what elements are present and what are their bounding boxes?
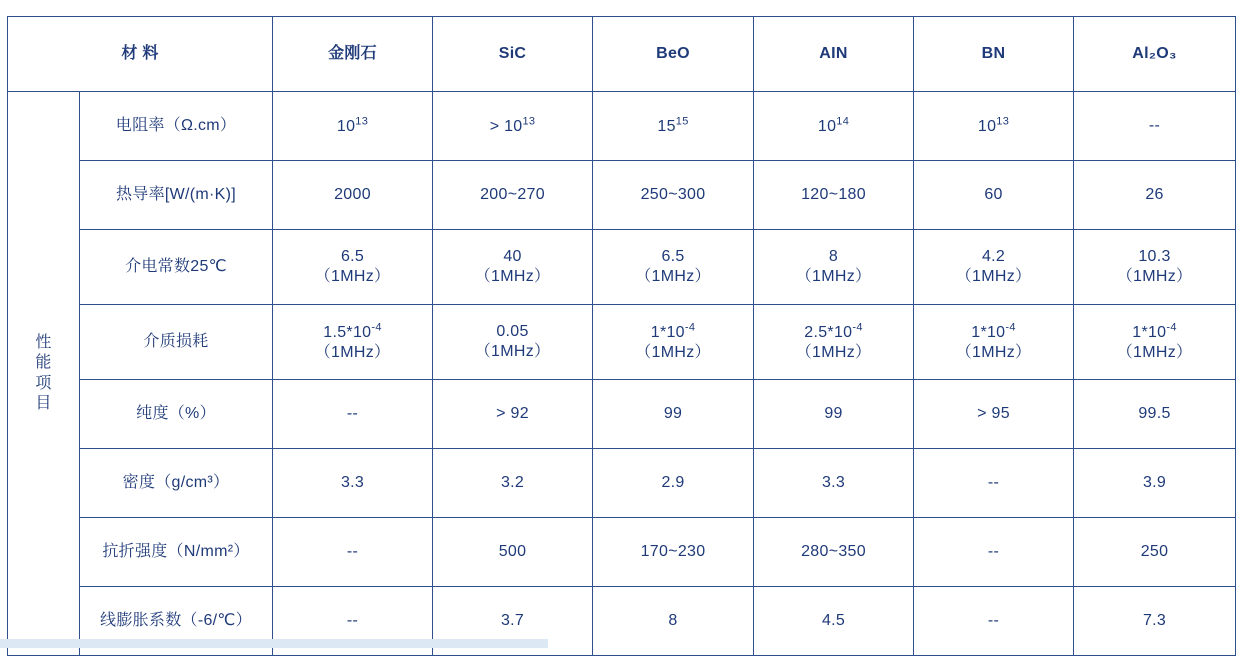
cell-value: -- bbox=[346, 542, 359, 560]
cell-value: $1*10^{-4}$ bbox=[650, 321, 696, 341]
row-label: 电阻率（Ω.cm） bbox=[80, 92, 273, 161]
row-label: 介电常数25℃ bbox=[80, 230, 273, 305]
table-cell bbox=[433, 92, 593, 161]
cell-value: -- bbox=[987, 542, 1000, 560]
cell-exponent: 13 bbox=[355, 115, 369, 128]
table-row bbox=[8, 161, 1236, 230]
cell-value: 3.2 bbox=[500, 473, 525, 491]
cell-exponent: -4 bbox=[371, 321, 382, 334]
table-cell bbox=[273, 449, 433, 518]
table-row bbox=[8, 305, 1236, 380]
table-cell bbox=[593, 587, 754, 656]
cell-value: 3.7 bbox=[500, 611, 525, 629]
table-cell bbox=[433, 449, 593, 518]
table-cell bbox=[593, 230, 754, 305]
cell-subvalue: （1MHz） bbox=[635, 344, 711, 362]
table-cell bbox=[593, 92, 754, 161]
table-cell bbox=[914, 518, 1074, 587]
cell-value: -- bbox=[346, 611, 359, 629]
header-column-beo: BeO bbox=[593, 17, 754, 92]
cell-value: 2000 bbox=[334, 185, 371, 203]
table-cell bbox=[593, 305, 754, 380]
cell-value: $15^{15}$ bbox=[657, 115, 689, 135]
table-cell bbox=[754, 161, 914, 230]
table-header-row bbox=[8, 17, 1236, 92]
cell-value: 6.5 bbox=[661, 247, 685, 265]
table-cell bbox=[914, 587, 1074, 656]
cell-value: > 95 bbox=[977, 404, 1010, 422]
table-cell bbox=[914, 380, 1074, 449]
table-row bbox=[8, 380, 1236, 449]
cell-value: -- bbox=[346, 404, 359, 422]
cell-value: -- bbox=[1148, 116, 1161, 134]
table-cell bbox=[754, 449, 914, 518]
cell-value: 2.9 bbox=[661, 473, 685, 491]
table-cell bbox=[593, 380, 754, 449]
table-cell bbox=[433, 380, 593, 449]
row-group-label bbox=[8, 92, 80, 656]
table-cell bbox=[754, 305, 914, 380]
cell-value: 250 bbox=[1140, 542, 1169, 560]
table-cell bbox=[1074, 449, 1236, 518]
table-cell bbox=[273, 380, 433, 449]
cell-value: 500 bbox=[498, 542, 527, 560]
table-cell bbox=[433, 518, 593, 587]
cell-value: 8 bbox=[668, 611, 678, 629]
table-cell bbox=[914, 92, 1074, 161]
table-cell bbox=[273, 92, 433, 161]
cell-exponent: 13 bbox=[996, 115, 1010, 128]
cell-subvalue: （1MHz） bbox=[314, 344, 391, 362]
table-cell bbox=[1074, 230, 1236, 305]
cell-value: 99 bbox=[663, 404, 683, 422]
row-label: 介质损耗 bbox=[80, 305, 273, 380]
row-label: 热导率[W/(m·K)] bbox=[80, 161, 273, 230]
cell-value: 3.3 bbox=[340, 473, 365, 491]
cell-subvalue: （1MHz） bbox=[635, 268, 711, 285]
table-cell bbox=[914, 449, 1074, 518]
row-label: 线膨胀系数（-6/℃） bbox=[80, 587, 273, 656]
cell-value: 3.9 bbox=[1142, 473, 1167, 491]
table-cell bbox=[914, 161, 1074, 230]
cell-value: $10^{14}$ bbox=[817, 115, 850, 135]
cell-value: 7.3 bbox=[1142, 611, 1167, 629]
row-label: 密度（g/cm³） bbox=[80, 449, 273, 518]
cell-value: $1*10^{-4}$ bbox=[1132, 321, 1177, 341]
cell-value: $2.5*10^{-4}$ bbox=[804, 321, 863, 341]
cell-value: 26 bbox=[1145, 185, 1164, 203]
table-cell bbox=[1074, 305, 1236, 380]
cell-subvalue: （1MHz） bbox=[955, 344, 1032, 362]
header-column-ain: AIN bbox=[754, 17, 914, 92]
table-row bbox=[8, 518, 1236, 587]
header-column-sic: SiC bbox=[433, 17, 593, 92]
cell-value: 8 bbox=[828, 247, 839, 265]
table-cell bbox=[1074, 380, 1236, 449]
table-cell bbox=[433, 161, 593, 230]
table-cell bbox=[1074, 92, 1236, 161]
cell-subvalue: （1MHz） bbox=[314, 268, 391, 285]
cell-subvalue: （1MHz） bbox=[795, 344, 872, 362]
table-row bbox=[8, 92, 1236, 161]
table-row bbox=[8, 449, 1236, 518]
cell-exponent: -4 bbox=[1005, 321, 1016, 334]
cell-subvalue: （1MHz） bbox=[795, 268, 872, 285]
cell-subvalue: （1MHz） bbox=[1116, 344, 1193, 362]
cell-value: 3.3 bbox=[821, 473, 846, 491]
table-cell bbox=[914, 230, 1074, 305]
cell-exponent: -4 bbox=[1166, 321, 1177, 334]
header-column-al-o-: Al₂O₃ bbox=[1074, 17, 1236, 92]
cell-subvalue: （1MHz） bbox=[1116, 268, 1193, 285]
table-cell bbox=[1074, 161, 1236, 230]
footer-accent-bar bbox=[0, 639, 548, 648]
table-cell bbox=[433, 305, 593, 380]
cell-exponent: -4 bbox=[852, 321, 863, 334]
row-group-label-char: 性 bbox=[35, 333, 52, 351]
cell-value: 99.5 bbox=[1138, 404, 1171, 422]
table-cell bbox=[433, 230, 593, 305]
header-column--: 金刚石 bbox=[273, 17, 433, 92]
table-cell bbox=[273, 518, 433, 587]
cell-value: 200~270 bbox=[480, 185, 545, 203]
cell-value: 6.5 bbox=[340, 247, 365, 265]
cell-value: 4.2 bbox=[981, 247, 1006, 265]
cell-value: 170~230 bbox=[640, 542, 706, 560]
cell-value: 40 bbox=[503, 247, 522, 265]
cell-value: 280~350 bbox=[801, 542, 866, 560]
table-cell bbox=[273, 230, 433, 305]
table-cell bbox=[754, 230, 914, 305]
cell-exponent: 14 bbox=[836, 115, 850, 128]
table-cell bbox=[593, 161, 754, 230]
cell-value: > $10^{13}$ bbox=[489, 115, 536, 135]
cell-subvalue: （1MHz） bbox=[474, 268, 551, 285]
table-cell bbox=[1074, 518, 1236, 587]
cell-value: 250~300 bbox=[640, 185, 706, 203]
cell-value: $10^{13}$ bbox=[977, 115, 1010, 135]
table-cell bbox=[273, 305, 433, 380]
cell-value: 60 bbox=[984, 185, 1003, 203]
cell-exponent: 13 bbox=[522, 115, 536, 128]
table-row bbox=[8, 230, 1236, 305]
table-cell bbox=[754, 380, 914, 449]
cell-value: $10^{13}$ bbox=[336, 115, 369, 135]
cell-value: 99 bbox=[824, 404, 843, 422]
row-group-label-char: 能 bbox=[35, 354, 52, 372]
table-cell bbox=[593, 518, 754, 587]
cell-subvalue: （1MHz） bbox=[474, 343, 551, 360]
cell-value: 4.5 bbox=[821, 611, 846, 629]
cell-value: -- bbox=[987, 473, 1000, 491]
table-cell bbox=[273, 161, 433, 230]
row-label: 纯度（%） bbox=[80, 380, 273, 449]
cell-value: 120~180 bbox=[801, 185, 866, 203]
table-cell bbox=[593, 449, 754, 518]
cell-value: -- bbox=[987, 611, 1000, 629]
cell-value: $1.5*10^{-4}$ bbox=[323, 321, 382, 341]
table-cell bbox=[754, 518, 914, 587]
row-group-label-char: 项 bbox=[35, 374, 52, 392]
cell-exponent: -4 bbox=[684, 321, 696, 334]
header-material-label: 材 料 bbox=[8, 17, 273, 92]
cell-value: > 92 bbox=[496, 404, 529, 422]
materials-comparison-table bbox=[7, 16, 1235, 656]
header-column-bn: BN bbox=[914, 17, 1074, 92]
table bbox=[7, 16, 1236, 656]
cell-subvalue: （1MHz） bbox=[955, 268, 1032, 285]
row-group-label-char: 目 bbox=[35, 394, 52, 412]
cell-value: $1*10^{-4}$ bbox=[971, 321, 1016, 341]
table-cell bbox=[1074, 587, 1236, 656]
table-cell bbox=[914, 305, 1074, 380]
cell-value: 10.3 bbox=[1138, 247, 1171, 265]
cell-exponent: 15 bbox=[675, 115, 689, 128]
table-body bbox=[8, 17, 1236, 656]
row-label: 抗折强度（N/mm²） bbox=[80, 518, 273, 587]
cell-value: 0.05 bbox=[496, 322, 529, 340]
table-cell bbox=[754, 587, 914, 656]
table-cell bbox=[754, 92, 914, 161]
